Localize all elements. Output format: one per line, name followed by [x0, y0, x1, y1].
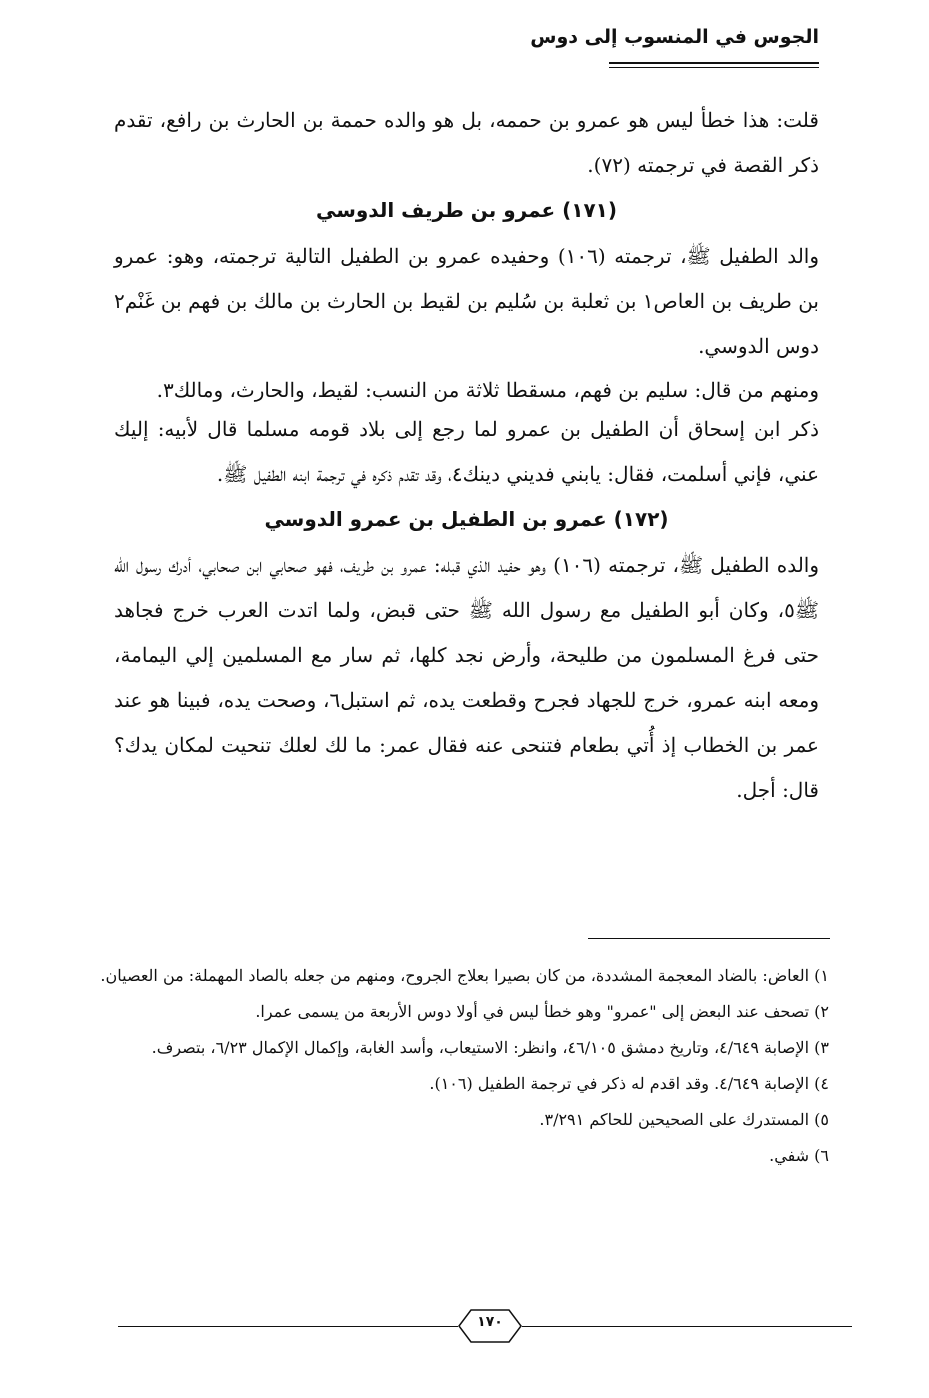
- running-header-title: الجوس في المنسوب إلى دوس: [530, 26, 819, 48]
- ornament-line-left: [118, 1326, 458, 1327]
- footnote-6: ٦) شفي.: [769, 1146, 829, 1165]
- paragraph-intro: قلت: هذا خطأ ليس هو عمرو بن حممه، بل هو والده حممة بن الحارث بن رافع، تقدم ذكر القصة في ترجمته (٧٢).: [114, 108, 819, 177]
- paragraph-172-biography: والده الطفيل ﷺ، ترجمته (١٠٦) وهو حفيد الذي قبله: عمرو بن طريف، فهو صحابي ابن صحابي، أدرك رسول الله ﷺ٥، وكان أبو الطفيل مع رسول الله ﷺ حتى قبض، ولما اتدت العرب خرج فجاهد حتى فرغ المسلمون من طليحة، وأرض نجد كلها، ثم سار مع المسلمين إلي اليمامة، ومعه ابنه عمرو، خرج للجهاد فجرح وقطعت يده، ثم استبل٦، وصحت يده، فبينا هو عند عمر بن الخطاب إذ أُتي بطعام فتنحى عنه فقال عمر: ما لك لعلك تنحيت لمكان يدك؟ قال: أجل.: [114, 553, 819, 802]
- footnote-3: ٣) الإصابة ٤/٦٤٩، وتاريخ دمشق ٤٦/١٠٥، وانظر: الاستيعاب، وأسد الغابة، وإكمال الإكمال ٦/٢٣، بتصرف.: [151, 1038, 829, 1057]
- page-number: ١٧٠: [477, 1314, 503, 1330]
- paragraph-171-lineage: والد الطفيل ﷺ، ترجمته (١٠٦) وحفيده عمرو بن الطفيل التالية ترجمته، وهو: عمرو بن طريف بن العاص١ بن ثعلبة بن سُليم بن لقيط بن الحارث بن مالك بن فهم بن غَنْم٢ دوس الدوسي.: [114, 244, 819, 358]
- footnote-2: ٢) تصحف عند البعض إلى "عمرو" وهو خطأ ليس في أولا دوس الأربعة من يسمى عمرا.: [255, 1002, 829, 1021]
- footnote-1: ١) العاض: بالضاد المعجمة المشددة، من كان بصيرا بعلاج الجروح، ومنهم من جعله بالصاد المهملة: من العصيان.: [100, 966, 829, 985]
- page-number-ornament: [0, 1306, 929, 1346]
- footnote-separator: [588, 938, 830, 939]
- header-rule-thin: [609, 67, 819, 68]
- footnote-5: ٥) المستدرك على الصحيحين للحاكم ٣/٢٩١.: [539, 1110, 829, 1129]
- ornament-line-right: [522, 1326, 852, 1327]
- footnotes: [99, 958, 829, 1174]
- entry-heading-172: (١٧٢) عمرو بن الطفيل بن عمرو الدوسي: [264, 507, 669, 531]
- entry-heading-171: (١٧١) عمرو بن طريف الدوسي: [315, 198, 618, 222]
- footnote-4: ٤) الإصابة ٤/٦٤٩. وقد اقدم له ذكر في ترجمة الطفيل (١٠٦).: [429, 1074, 829, 1093]
- paragraph-171-story: ذكر ابن إسحاق أن الطفيل بن عمرو لما رجع إلى بلاد قومه مسلما قال لأبيه: إليك عني، فإني أسلمت، فقال: يابني فديني دينك٤، وقد تقدم ذكره في ترجمة ابنه الطفيل ﷺ.: [114, 417, 819, 486]
- paragraph-171-alt-lineage: ومنهم من قال: سليم بن فهم، مسقطا ثلاثة من النسب: لقيط، والحارث، ومالك٣.: [156, 378, 819, 402]
- header-rule: [609, 62, 819, 64]
